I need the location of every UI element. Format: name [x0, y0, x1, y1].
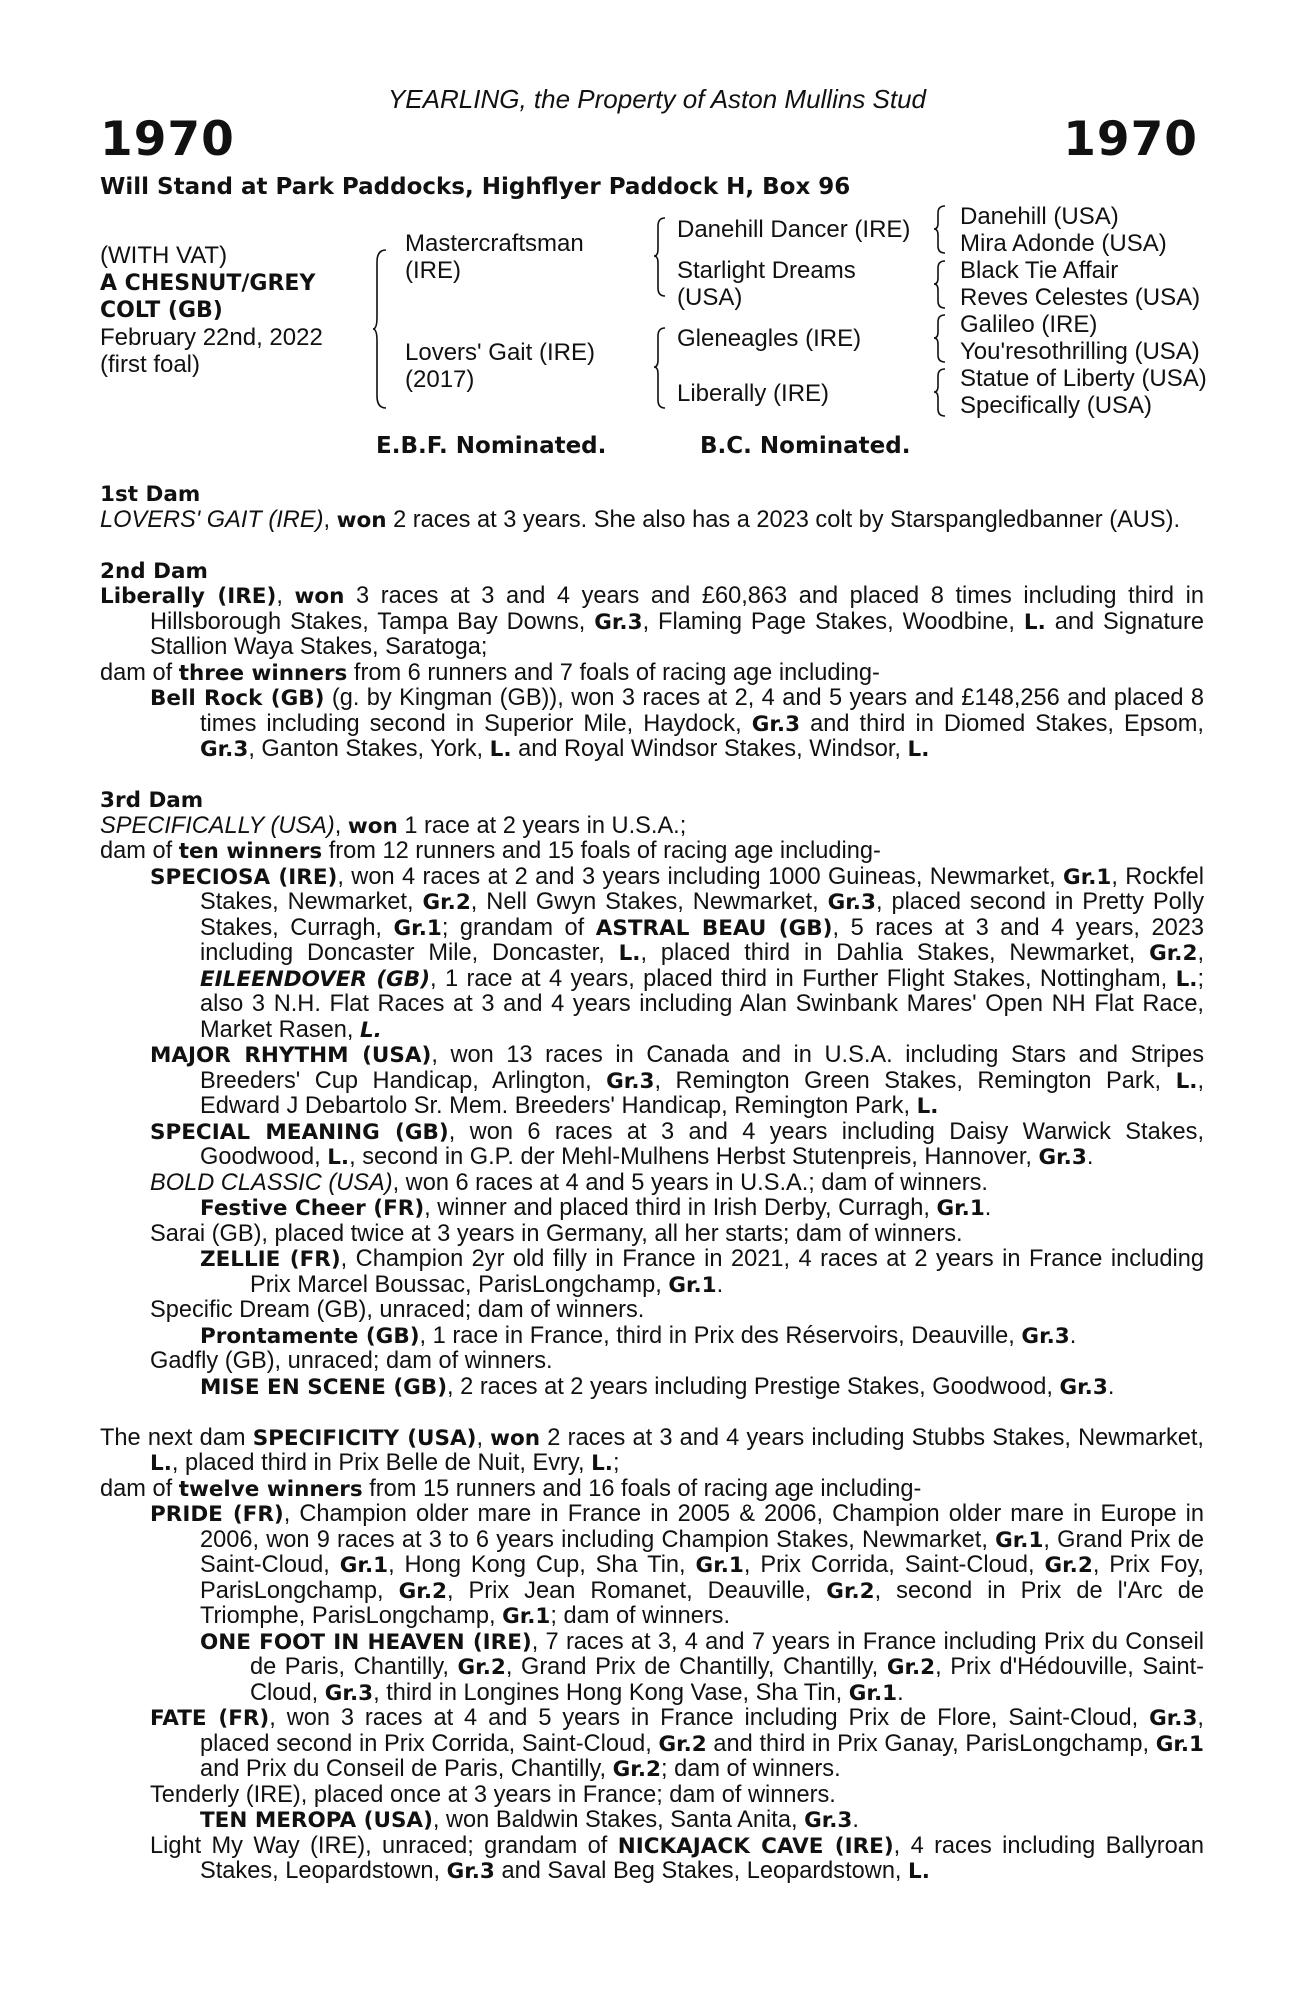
foal-note: (first foal) [100, 351, 201, 378]
dam-name: Lovers' Gait (IRE) [405, 339, 595, 366]
pedigree-brace-main [372, 248, 388, 410]
third-dam-heading: 3rd Dam [100, 788, 204, 813]
produce-fate: FATE (FR), won 3 races at 4 and 5 years in France including Prix de Flore, Saint-Cloud, Gr.3, placed second in Prix Corrida, Saint-Cloud, Gr.2 and third in Prix Ganay, ParisLongchamp, Gr.1 and Prix du Conseil de Paris, Chantilly, Gr.2; dam of winners. [150, 1705, 1205, 1782]
produce-light-my-way: Light My Way (IRE), unraced; grandam of NICKAJACK CAVE (IRE), 4 races including Ballyroan Stakes, Leopardstown, Gr.3 and Saval Beg Stakes, Leopardstown, L. [150, 1832, 1204, 1884]
produce-one-foot-in-heaven: ONE FOOT IN HEAVEN (IRE), 7 races at 3, 4 and 7 years in France including Prix du Conseil de Paris, Chantilly, Gr.2, Grand Prix de Chantilly, Chantilly, Gr.2, Prix d'Hédouville, Saint-Cloud, Gr.3, third in Longines Hong Kong Vase, Sha Tin, Gr.1. [200, 1628, 1204, 1706]
family-details [100, 482, 1204, 1885]
first-dam-entry: LOVERS' GAIT (IRE), won 2 races at 3 years. She also has a 2023 colt by Starspangledbanner (AUS). [100, 506, 1180, 533]
first-dam-heading: 1st Dam [100, 482, 201, 507]
great-grandsire-2: Black Tie Affair [960, 257, 1119, 284]
vat-note: (WITH VAT) [100, 242, 228, 269]
dam-sire: Gleneagles (IRE) [677, 325, 862, 352]
pedigree-brace-ss [933, 204, 947, 256]
second-dam-produce: dam of three winners from 6 runners and 7 foals of racing age including- [100, 659, 880, 686]
dam-year: (2017) [405, 366, 475, 393]
produce-zellie: ZELLIE (FR), Champion 2yr old filly in France in 2021, 4 races at 2 years in France including Prix Marcel Boussac, ParisLongchamp, Gr.1. [200, 1246, 1204, 1298]
horse-sex-country: COLT (GB) [100, 298, 223, 323]
produce-sarai: Sarai (GB), placed twice at 3 years in Germany, all her starts; dam of winners. [150, 1220, 963, 1247]
produce-pride: PRIDE (FR), Champion older mare in France in 2005 & 2006, Champion older mare in Europe in 2006, won 9 races at 3 to 6 years including Champion Stakes, Newmarket, Gr.1, Grand Prix de Saint-Cloud, Gr.1, Hong Kong Cup, Sha Tin, Gr.1, Prix Corrida, Saint-Cloud, Gr.2, Prix Foy, ParisLongchamp, Gr.2, Prix Jean Romanet, Deauville, Gr.2, second in Prix de l'Arc de Triomphe, ParisLongchamp, Gr.1; dam of winners. [150, 1501, 1204, 1629]
horse-description: A CHESNUT/GREY [100, 271, 316, 296]
produce-tenderly: Tenderly (IRE), placed once at 3 years in France; dam of winners. [150, 1781, 836, 1808]
sire-name: Mastercraftsman [405, 230, 584, 257]
great-grandsire-3: Galileo (IRE) [960, 311, 1098, 338]
second-dam-heading: 2nd Dam [100, 558, 208, 584]
sire-dam: Starlight Dreams [677, 257, 856, 284]
great-granddam-1: Mira Adonde (USA) [960, 230, 1167, 257]
produce-bold-classic: BOLD CLASSIC (USA), won 6 races at 4 and 5 years in U.S.A.; dam of winners. [150, 1169, 988, 1196]
produce-specific-dream: Specific Dream (GB), unraced; dam of winners. [150, 1297, 645, 1323]
great-grandsire-4: Statue of Liberty (USA) [960, 365, 1207, 392]
produce-speciosa: SPECIOSA (IRE), won 4 races at 2 and 3 years including 1000 Guineas, Newmarket, Gr.1, Rockfel Stakes, Newmarket, Gr.2, Nell Gwyn Stakes, Newmarket, Gr.3, placed second in Pretty Polly Stakes, Curragh, Gr.1; grandam of ASTRAL BEAU (GB), 5 races at 3 and 4 years, 2023 including Doncaster Mile, Doncaster, L., placed third in Dahlia Stakes, Newmarket, Gr.2, EILEENDOVER (GB), 1 race at 4 years, placed third in Further Flight Stakes, Nottingham, L.; also 3 N.H. Flat Races at 3 and 4 years including Alan Swinbank Mares' Open NH Flat Race, Market Rasen, L. [150, 863, 1205, 1043]
ebf-nominated: E.B.F. Nominated. [376, 433, 607, 459]
produce-major-rhythm: MAJOR RHYTHM (USA), won 13 races in Canada and in U.S.A. including Stars and Stripes Breeders' Cup Handicap, Arlington, Gr.3, Remington Green Stakes, Remington Park, L., Edward J Debartolo Sr. Mem. Breeders' Handicap, Remington Park, L. [150, 1042, 1204, 1119]
stabling-location: Will Stand at Park Paddocks, Highflyer Paddock H, Box 96 [100, 174, 851, 200]
pedigree-brace-dd [933, 367, 947, 419]
pedigree-brace-sd [933, 259, 947, 311]
great-granddam-4: Specifically (USA) [960, 392, 1153, 419]
produce-special-meaning: SPECIAL MEANING (GB), won 6 races at 3 and 4 years including Daisy Warwick Stakes, Goodwood, L., second in G.P. der Mehl-Mulhens Herbst Stutenpreis, Hannover, Gr.3. [150, 1118, 1204, 1170]
third-dam-entry: SPECIFICALLY (USA), won 1 race at 2 years in U.S.A.; [100, 812, 687, 839]
produce-bell-rock: Bell Rock (GB) (g. by Kingman (GB)), won 3 races at 2, 4 and 5 years and £148,256 and placed 8 times including second in Superior Mile, Haydock, Gr.3 and third in Diomed Stakes, Epsom, Gr.3, Ganton Stakes, York, L. and Royal Windsor Stakes, Windsor, L. [150, 685, 1204, 762]
sire-sire: Danehill Dancer (IRE) [677, 216, 911, 243]
bc-nominated: B.C. Nominated. [700, 433, 911, 459]
next-dam-entry: The next dam SPECIFICITY (USA), won 2 races at 3 and 4 years including Stubbs Stakes, Newmarket, L., placed third in Prix Belle de Nuit, Evry, L.; [100, 1424, 1204, 1476]
pedigree-brace-dam [653, 326, 667, 410]
dam-dam: Liberally (IRE) [677, 380, 830, 407]
produce-festive-cheer: Festive Cheer (FR), winner and placed third in Irish Derby, Curragh, Gr.1. [200, 1195, 992, 1221]
foaling-date: February 22nd, 2022 [100, 324, 323, 351]
produce-gadfly: Gadfly (GB), unraced; dam of winners. [150, 1348, 553, 1374]
produce-ten-meropa: TEN MEROPA (USA), won Baldwin Stakes, Santa Anita, Gr.3. [200, 1807, 859, 1833]
pedigree-brace-sire [653, 216, 667, 298]
produce-prontamente: Prontamente (GB), 1 race in France, third in Prix des Réservoirs, Deauville, Gr.3. [200, 1322, 1077, 1349]
produce-mise-en-scene: MISE EN SCENE (GB), 2 races at 2 years including Prestige Stakes, Goodwood, Gr.3. [200, 1373, 1115, 1400]
lot-number-left: 1970 [100, 112, 235, 167]
great-granddam-3: You'resothrilling (USA) [960, 338, 1200, 365]
lot-number-right: 1970 [1063, 112, 1198, 167]
great-grandsire-1: Danehill (USA) [960, 203, 1119, 230]
second-dam-entry: Liberally (IRE), won 3 races at 3 and 4 years and £60,863 and placed 8 times including third in Hillsborough Stakes, Tampa Bay Downs, Gr.3, Flaming Page Stakes, Woodbine, L. and Signature Stallion Waya Stakes, Saratoga; [100, 583, 1205, 660]
third-dam-produce: dam of ten winners from 12 runners and 15 foals of racing age including- [100, 838, 881, 864]
sire-country: (IRE) [405, 257, 461, 284]
page-header: YEARLING, the Property of Aston Mullins Stud [387, 84, 927, 114]
next-dam-produce: dam of twelve winners from 15 runners and 16 foals of racing age including- [100, 1475, 922, 1502]
sire-dam-country: (USA) [677, 284, 743, 311]
pedigree-brace-ds [933, 313, 947, 365]
great-granddam-2: Reves Celestes (USA) [960, 284, 1201, 311]
